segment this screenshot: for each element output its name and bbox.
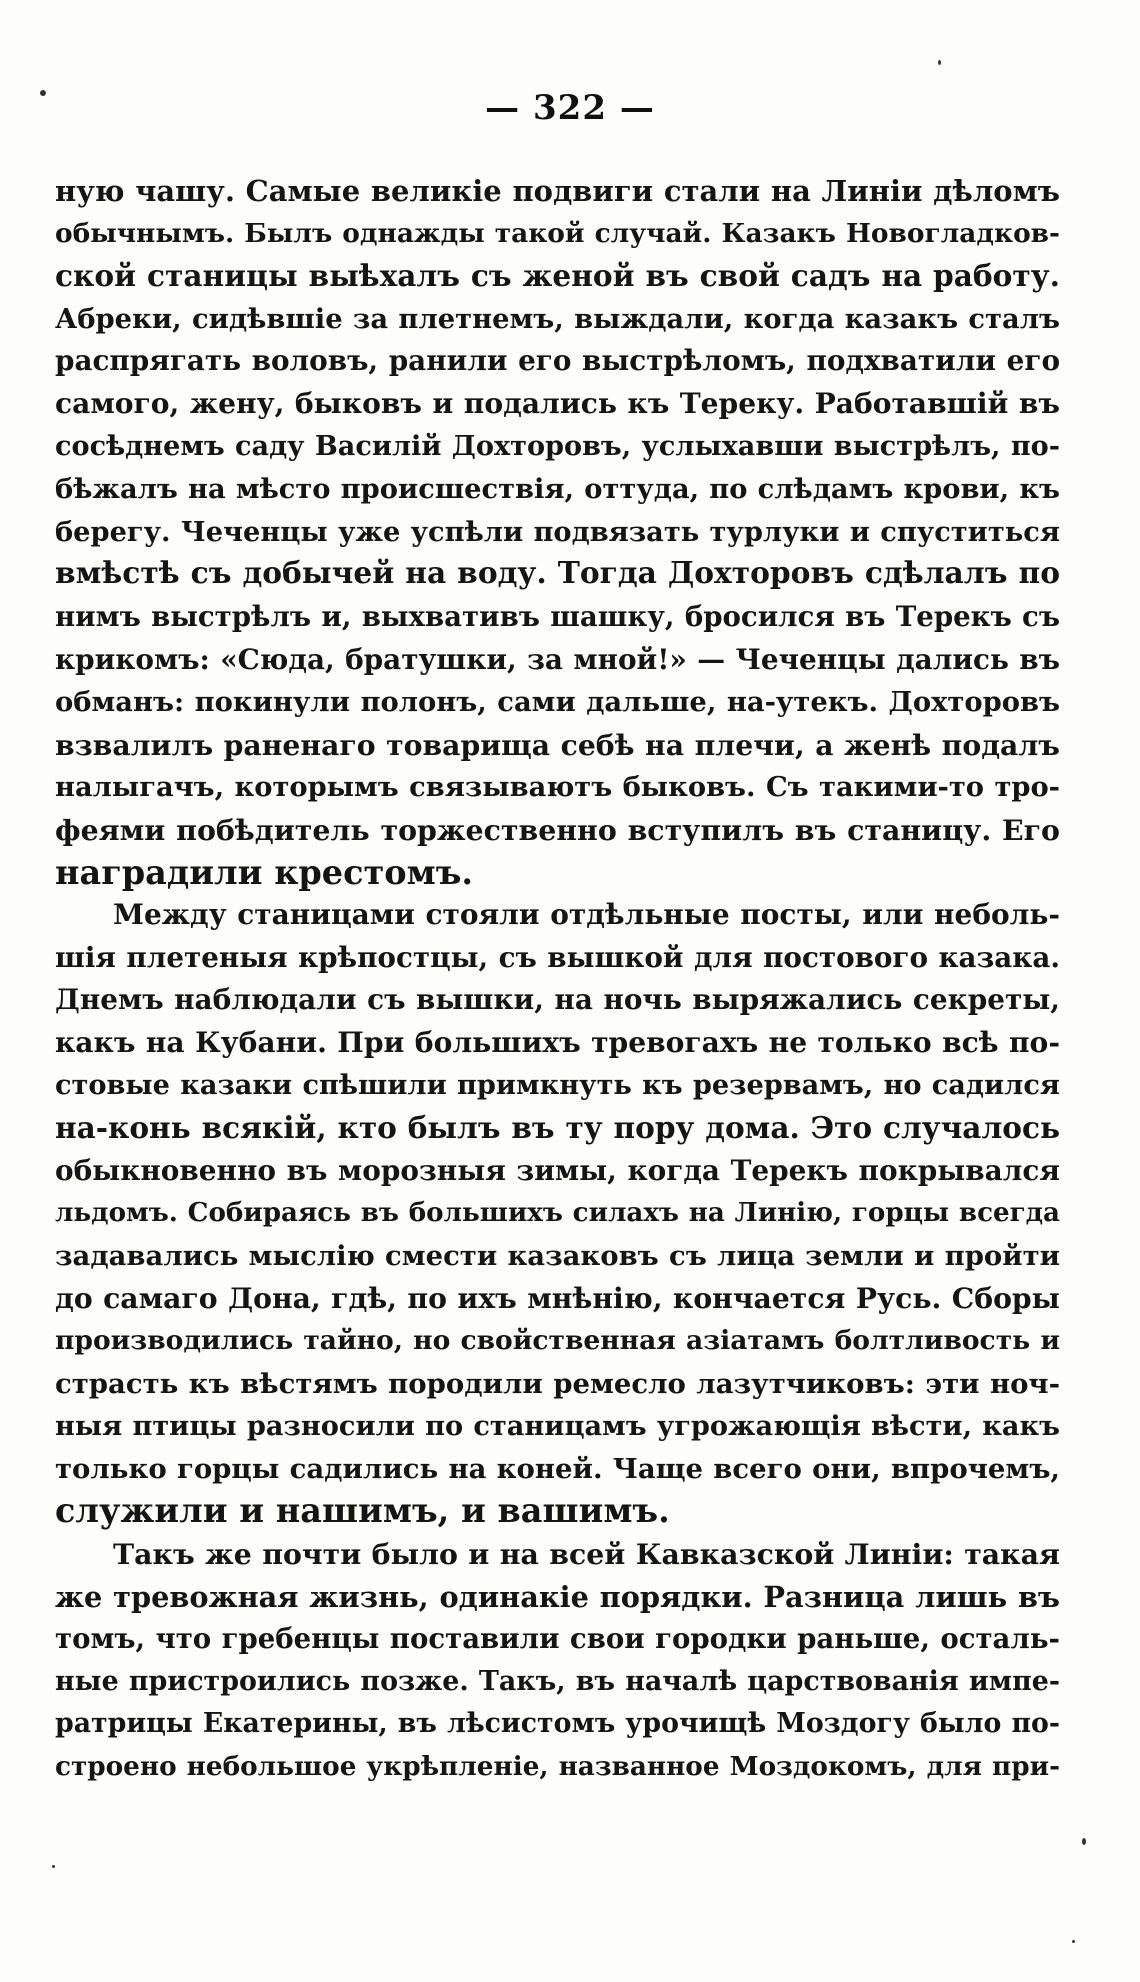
- text-line: служили и нашимъ, и вашимъ.: [55, 1491, 670, 1531]
- text-line: ныя птицы разносили по станицамъ угрожающія вѣсти, какъ: [55, 1410, 1060, 1443]
- text-line: до самаго Дона, гдѣ, по ихъ мнѣнію, кончается Русь. Сборы: [55, 1281, 1060, 1316]
- text-line: бѣжалъ на мѣсто происшествія, оттуда, по слѣдамъ крови, къ: [55, 473, 1060, 506]
- print-speck: [1082, 1838, 1086, 1845]
- text-line: строено небольшое укрѣпленіе, названное Моздокомъ, для при-: [55, 1750, 1060, 1782]
- text-line: страсть къ вѣстямъ породили ремесло лазутчиковъ: эти ноч-: [55, 1367, 1060, 1400]
- text-line: же тревожная жизнь, одинакіе порядки. Разница лишь въ: [55, 1579, 1060, 1614]
- text-line: вмѣстѣ съ добычей на воду. Тогда Дохторовъ сдѣлалъ по: [55, 556, 1060, 592]
- text-line: задавались мыслію смести казаковъ съ лица земли и пройти: [55, 1239, 1060, 1272]
- text-line: Между станицами стояли отдѣльные посты, или неболь-: [113, 898, 1060, 932]
- print-speck: [938, 60, 941, 65]
- text-line: самого, жену, быковъ и подались къ Тереку. Работавшій въ: [55, 386, 1060, 420]
- text-line: Такъ же почти было и на всей Кавказской Линіи: такая: [113, 1537, 1060, 1571]
- text-line: берегу. Чеченцы уже успѣли подвязать турлуки и спуститься: [55, 515, 1060, 548]
- text-line: ратрицы Екатерины, въ лѣсистомъ урочищѣ Моздогу было по-: [55, 1708, 1060, 1740]
- paragraph: [55, 170, 1060, 894]
- text-line: льдомъ. Собираясь въ большихъ силахъ на Линію, горцы всегда: [55, 1197, 1060, 1229]
- body-text: [55, 170, 1060, 1789]
- text-line: ской станицы выѣхалъ съ женой въ свой садъ на работу.: [55, 258, 1060, 294]
- text-line: шія плетеныя крѣпостцы, съ вышкой для постового казака.: [55, 940, 1060, 974]
- text-line: томъ, что гребенцы поставили свои городки раньше, осталь-: [55, 1622, 1060, 1656]
- text-line: обманъ: покинули полонъ, сами дальше, на-утекъ. Дохторовъ: [55, 686, 1060, 719]
- print-speck: [1072, 1940, 1075, 1943]
- text-line: крикомъ: «Сюда, братушки, за мной!» — Чеченцы дались въ: [55, 642, 1060, 676]
- text-line: феями побѣдитель торжественно вступилъ въ станицу. Его: [55, 812, 1060, 847]
- print-speck: [52, 1865, 55, 1868]
- text-line: обыкновенно въ морозныя зимы, когда Терекъ покрывался: [55, 1153, 1060, 1187]
- text-line: нимъ выстрѣлъ и, выхвативъ шашку, бросился въ Терекъ съ: [55, 599, 1060, 633]
- text-line: стовые казаки спѣшили примкнуть къ резервамъ, но садился: [55, 1069, 1060, 1102]
- text-line: производились тайно, но свойственная азіатамъ болтливость и: [55, 1325, 1060, 1357]
- text-line: сосѣднемъ саду Василій Дохторовъ, услыхавши выстрѣлъ, по-: [55, 430, 1060, 462]
- text-line: ную чашу. Самые великіе подвиги стали на Линіи дѣломъ: [55, 174, 1060, 208]
- text-line: наградили крестомъ.: [55, 852, 474, 892]
- text-line: обычнымъ. Былъ однажды такой случай. Казакъ Новогладков-: [55, 217, 1060, 249]
- text-line: налыгачъ, которымъ связываютъ быковъ. Съ такими-то тро-: [55, 771, 1060, 804]
- text-line: на-конь всякій, кто былъ въ ту пору дома. Это случалось: [55, 1110, 1060, 1146]
- text-line: только горцы садились на коней. Чаще всего они, впрочемъ,: [55, 1452, 1060, 1485]
- text-line: распрягать воловъ, ранили его выстрѣломъ, подхватили его: [55, 344, 1060, 378]
- paragraph: [55, 894, 1060, 1533]
- text-line: какъ на Кубани. При большихъ тревогахъ не только всѣ по-: [55, 1025, 1060, 1059]
- text-line: ные пристроились позже. Такъ, въ началѣ царствованія импе-: [55, 1665, 1060, 1697]
- text-line: Днемъ наблюдали съ вышки, на ночь выряжались секреты,: [55, 983, 1060, 1017]
- paragraph: [55, 1533, 1060, 1789]
- text-line: взвалилъ раненаго товарища себѣ на плечи, а женѣ подалъ: [55, 727, 1060, 762]
- text-line: Абреки, сидѣвшіе за плетнемъ, выждали, когда казакъ сталъ: [55, 302, 1060, 335]
- page-number: — 322 —: [485, 88, 655, 128]
